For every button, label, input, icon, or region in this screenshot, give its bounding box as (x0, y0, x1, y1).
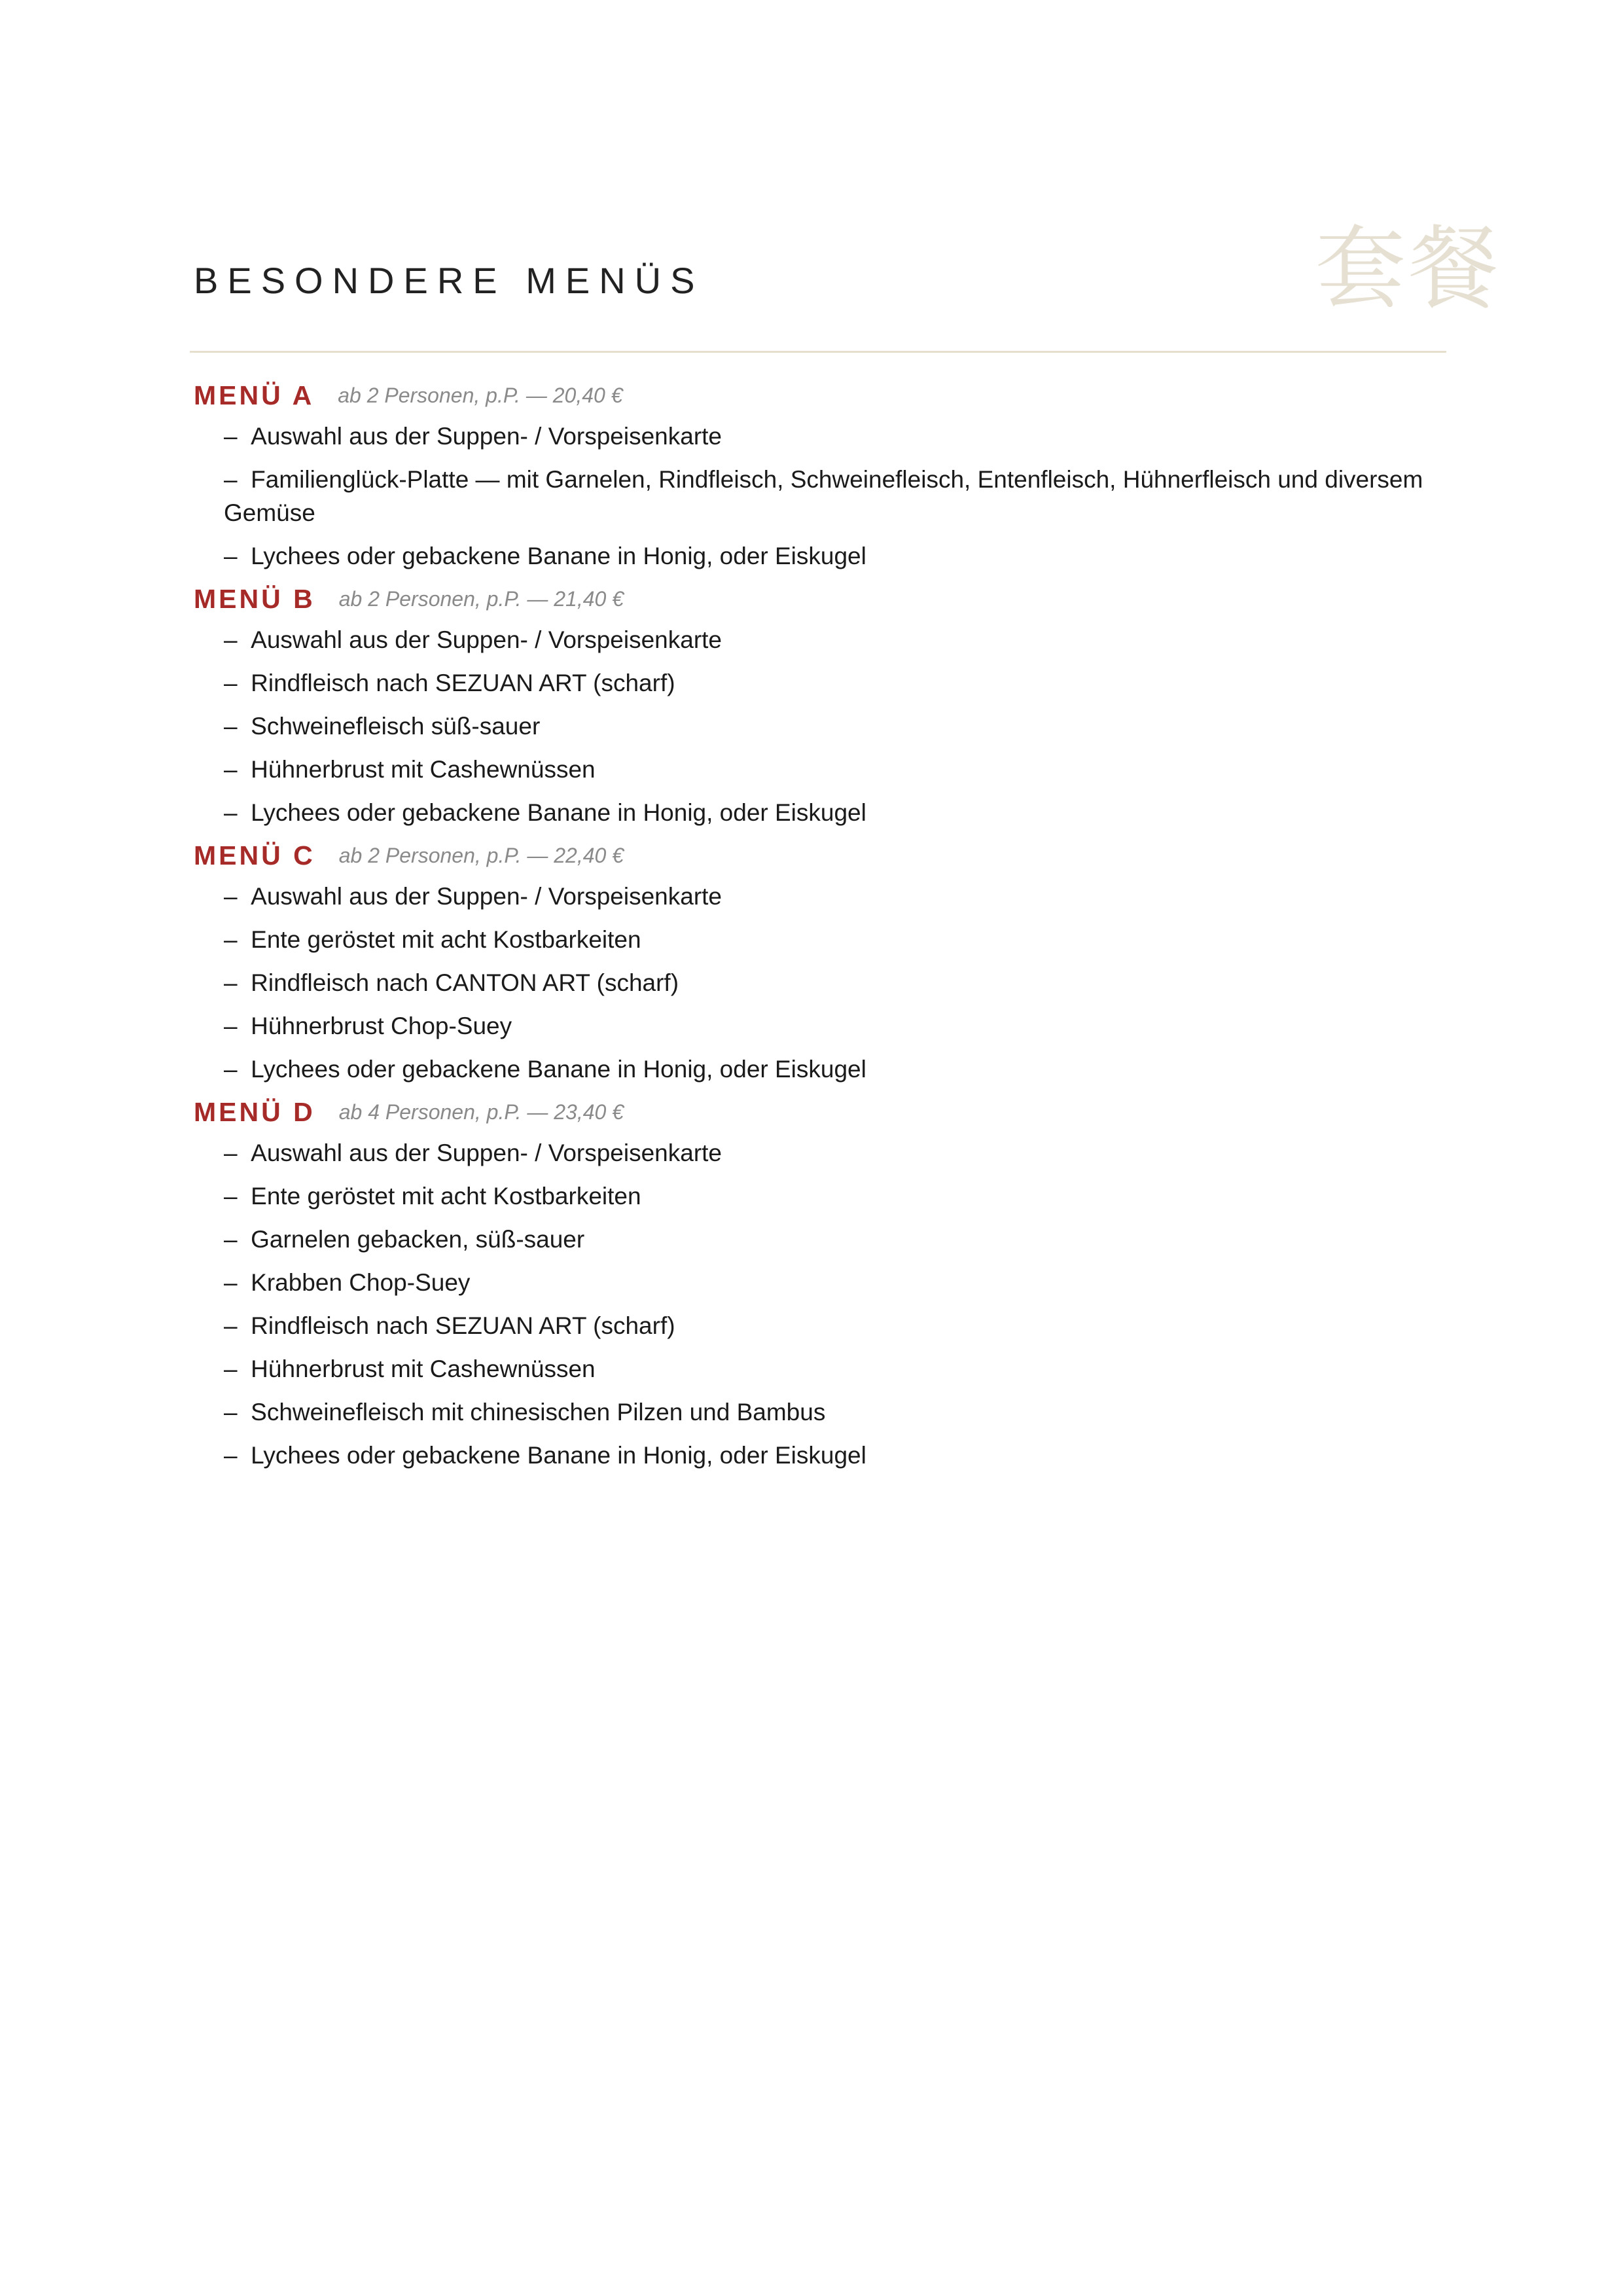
page-title: BESONDERE MENÜS (194, 260, 704, 301)
menu-item: – Krabben Chop-Suey (194, 1261, 1424, 1304)
menu-item: – Lychees oder gebackene Banane in Honig, oder Eiskugel (194, 1048, 1424, 1091)
menu-info: ab 4 Personen, p.P. — 23,40 € (338, 1100, 624, 1124)
menu-title: MENÜ A (194, 380, 315, 410)
menu-header (194, 836, 1424, 875)
header-divider (190, 351, 1446, 353)
menu-item: – Rindfleisch nach SEZUAN ART (scharf) (194, 662, 1424, 705)
menu-d (194, 1092, 1424, 1477)
menu-item: – Hühnerbrust mit Cashewnüssen (194, 1348, 1424, 1391)
menu-item: – Auswahl aus der Suppen- / Vorspeisenkarte (194, 1132, 1424, 1175)
menu-info: ab 2 Personen, p.P. — 22,40 € (338, 843, 624, 867)
menu-item: – Auswahl aus der Suppen- / Vorspeisenkarte (194, 875, 1424, 918)
menu-items (194, 1132, 1424, 1477)
menu-c (194, 836, 1424, 1091)
menu-header (194, 376, 1424, 415)
menu-a (194, 376, 1424, 578)
menu-item: – Auswahl aus der Suppen- / Vorspeisenkarte (194, 415, 1424, 458)
menu-item: – Lychees oder gebackene Banane in Honig, oder Eiskugel (194, 1434, 1424, 1477)
menu-items (194, 619, 1424, 834)
menu-item: – Rindfleisch nach CANTON ART (scharf) (194, 961, 1424, 1005)
menu-header (194, 1092, 1424, 1132)
menu-item: – Rindfleisch nach SEZUAN ART (scharf) (194, 1304, 1424, 1348)
menu-item: – Hühnerbrust Chop-Suey (194, 1005, 1424, 1048)
menu-b (194, 579, 1424, 834)
menu-title: MENÜ B (194, 583, 315, 614)
menu-items (194, 415, 1424, 578)
menu-item: – Schweinefleisch süß-sauer (194, 705, 1424, 748)
menu-item: – Lychees oder gebackene Banane in Honig, oder Eiskugel (194, 535, 1424, 578)
menu-info: ab 2 Personen, p.P. — 20,40 € (338, 383, 623, 407)
menu-items (194, 875, 1424, 1091)
menu-title: MENÜ C (194, 840, 315, 870)
menu-item: – Ente geröstet mit acht Kostbarkeiten (194, 918, 1424, 961)
menu-item: – Garnelen gebacken, süß-sauer (194, 1218, 1424, 1261)
cjk-title-watermark: 套餐 (1315, 216, 1502, 321)
menu-item: – Lychees oder gebackene Banane in Honig, oder Eiskugel (194, 791, 1424, 834)
menu-item: – Auswahl aus der Suppen- / Vorspeisenkarte (194, 619, 1424, 662)
menu-item: – Familienglück-Platte — mit Garnelen, Rindfleisch, Schweinefleisch, Entenfleisch, Hühnerfleisch und diversem Gemüse (194, 458, 1424, 535)
menu-item: – Ente geröstet mit acht Kostbarkeiten (194, 1175, 1424, 1218)
menu-info: ab 2 Personen, p.P. — 21,40 € (338, 586, 624, 611)
menu-header (194, 579, 1424, 619)
menu-item: – Hühnerbrust mit Cashewnüssen (194, 748, 1424, 791)
menu-item: – Schweinefleisch mit chinesischen Pilzen und Bambus (194, 1391, 1424, 1434)
menu-list (194, 376, 1424, 1477)
menu-title: MENÜ D (194, 1096, 315, 1127)
